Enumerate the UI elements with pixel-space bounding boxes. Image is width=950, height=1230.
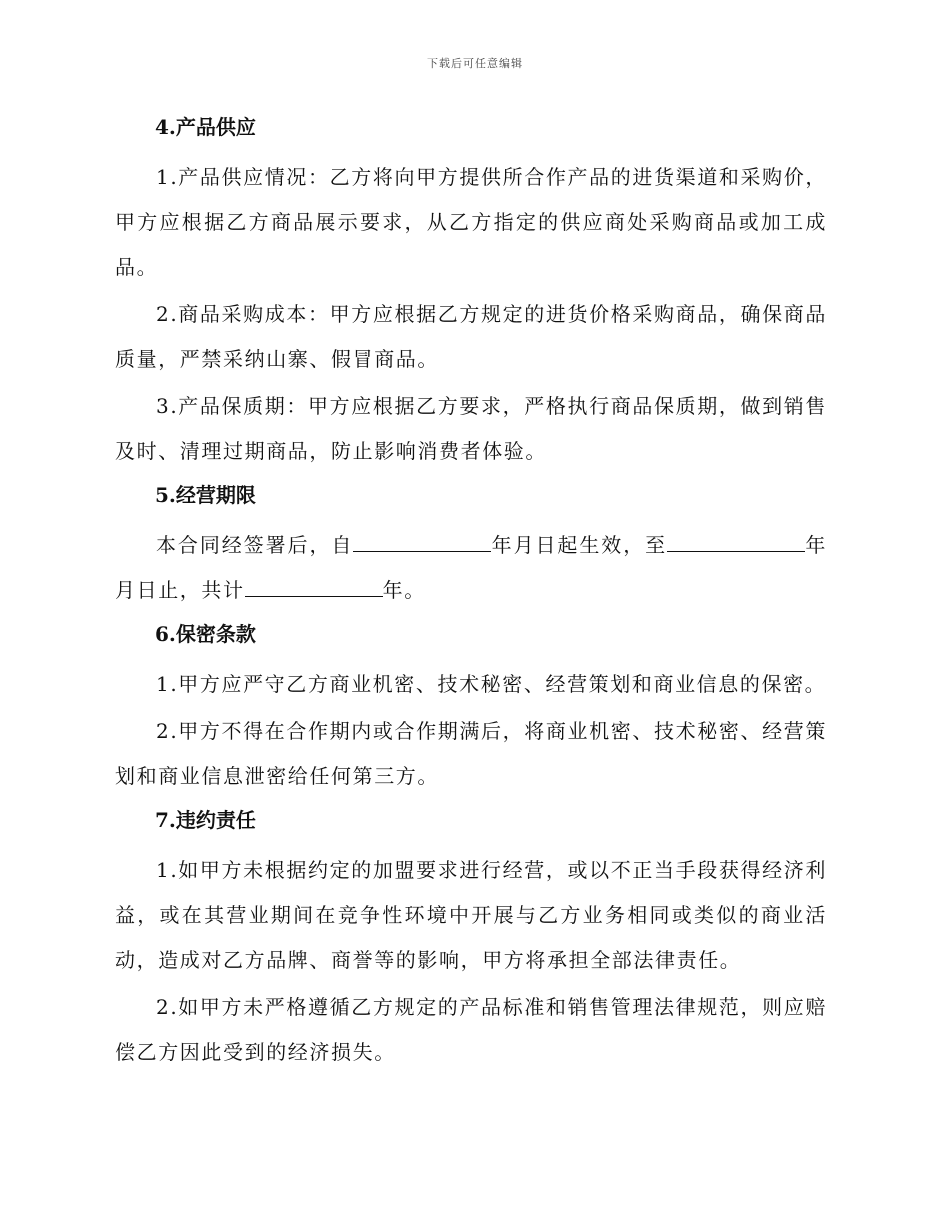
term-text-effective: 年月日起生效，至 [491,533,668,557]
section-heading-operating-term: 5.经营期限 [155,483,256,507]
section-heading-product-supply: 4.产品供应 [155,115,256,139]
paragraph-confidentiality-2: 2.甲方不得在合作期内或合作期满后，将商业机密、技术秘密、经营策划和商业信息泄密给任何第三方。 [115,719,827,788]
paragraph-breach-1: 1.如甲方未根据约定的加盟要求进行经营，或以不正当手段获得经济利益，或在其营业期间在竞争性环境中开展与乙方业务相同或类似的商业活动，造成对乙方品牌、商誉等的影响，甲方将承担全部法律责任。 [115,858,827,972]
term-text-end: 年月日止，共计 [115,533,827,602]
paragraph-confidentiality-1: 1.甲方应严守乙方商业机密、技术秘密、经营策划和商业信息的保密。 [156,672,827,696]
term-text-years: 年。 [382,578,426,602]
paragraph-shelf-life: 3.产品保质期：甲方应根据乙方要求，严格执行商品保质期，做到销售及时、清理过期商品，防止影响消费者体验。 [115,394,827,463]
section-heading-breach-liability: 7.违约责任 [155,808,256,832]
paragraph-breach-2: 2.如甲方未严格遵循乙方规定的产品标准和销售管理法律规范，则应赔偿乙方因此受到的经济损失。 [115,995,827,1064]
paragraph-purchase-cost: 2.商品采购成本：甲方应根据乙方规定的进货价格采购商品，确保商品质量，严禁采纳山寨、假冒商品。 [115,302,827,371]
term-text-start: 本合同经签署后，自 [156,533,354,557]
blank-start-date[interactable] [353,533,491,552]
paragraph-supply-situation: 1.产品供应情况：乙方将向甲方提供所合作产品的进货渠道和采购价，甲方应根据乙方商品展示要求，从乙方指定的供应商处采购商品或加工成品。 [115,165,827,279]
blank-total-years[interactable] [245,578,383,597]
section-heading-confidentiality: 6.保密条款 [155,622,256,646]
paragraph-operating-term [115,523,827,613]
page-header: 下载后可任意编辑 [427,57,523,70]
document-body [115,108,827,1077]
blank-end-date[interactable] [667,533,805,552]
